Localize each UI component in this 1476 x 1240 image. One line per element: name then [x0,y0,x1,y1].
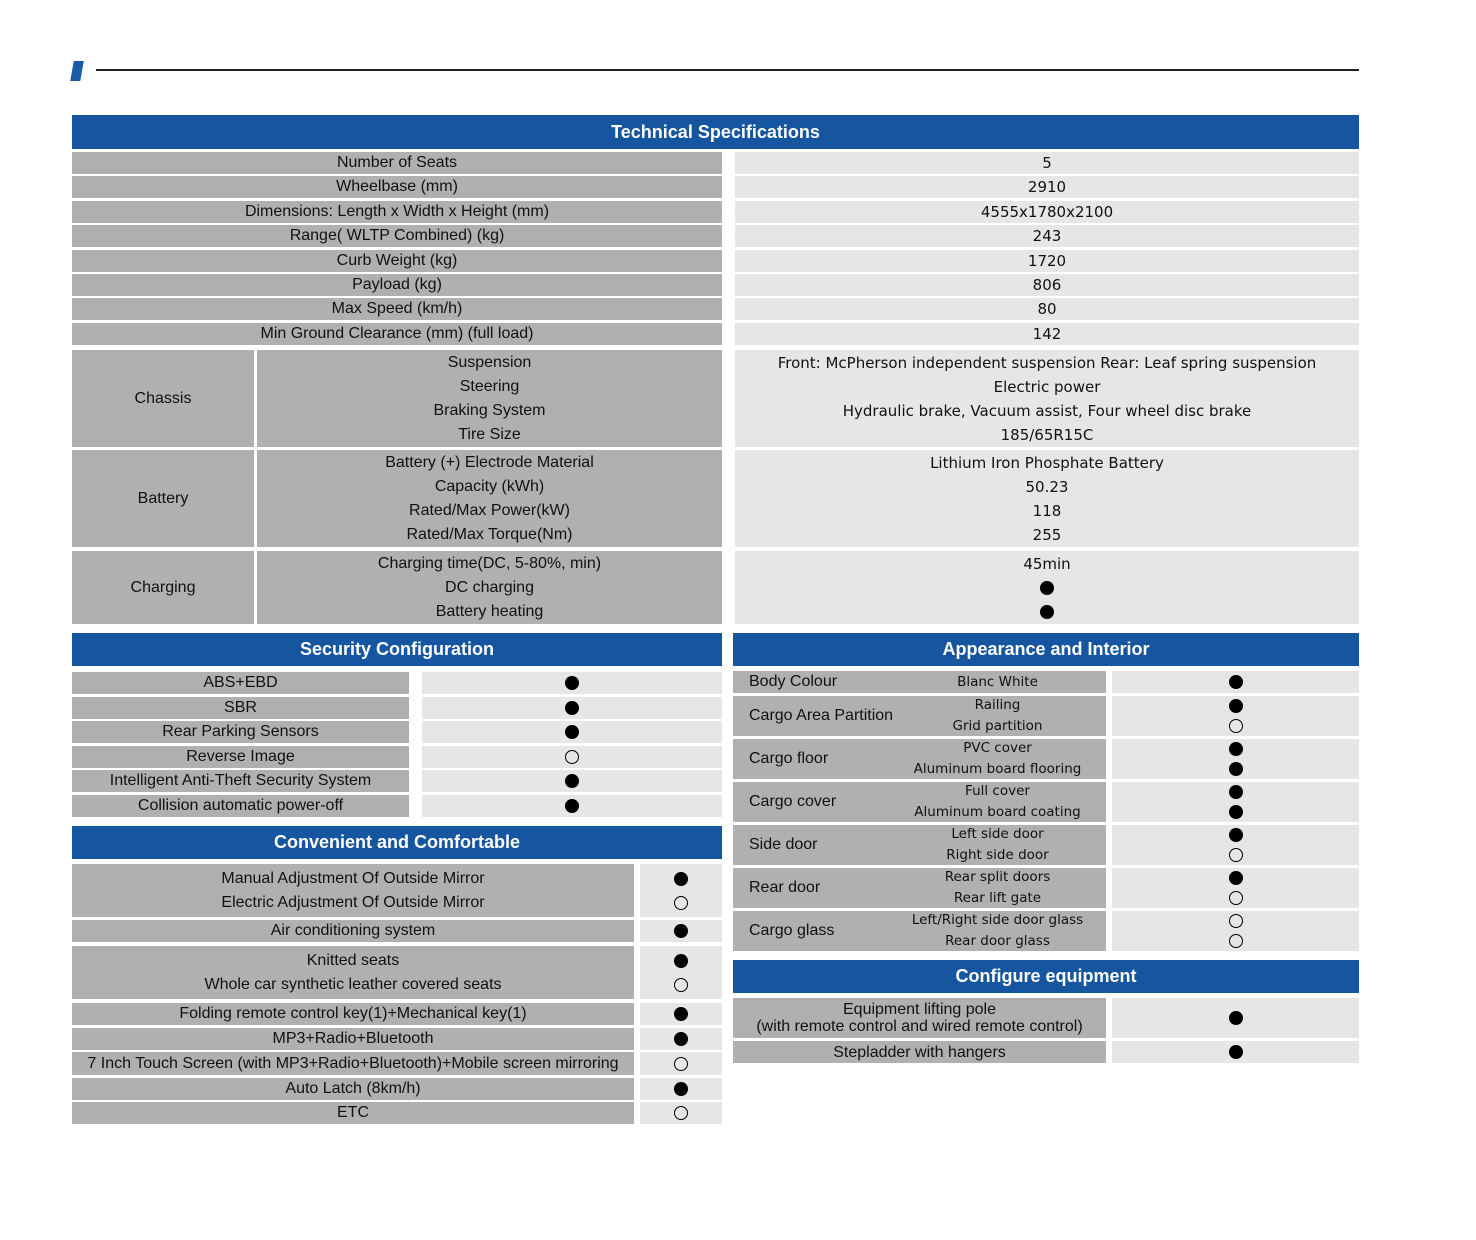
filled-circle-icon [1229,762,1243,776]
spec-value: 142 [1032,324,1062,343]
appearance-item-label: Cargo floor [749,750,829,767]
spec-label-cell [72,152,722,174]
convenient-label: Whole car synthetic leather covered seats [204,975,502,993]
security-value-cell [422,697,722,719]
convenient-label: Air conditioning system [270,922,436,939]
spec-group-name-cell [72,350,254,447]
spec-group-labels [257,450,722,547]
security-value-cell [422,795,722,817]
spec-value-cell [735,298,1359,320]
availability-mark [1229,1041,1243,1063]
appearance-option: Aluminum board flooring [913,761,1082,777]
spec-label: Payload (kg) [352,276,442,293]
security-value-cell [422,770,722,792]
spec-value: 4555x1780x2100 [980,202,1114,221]
spec-value-cell [735,201,1359,223]
appearance-item-label: Body Colour [749,673,838,690]
availability-mark [674,973,688,997]
availability-mark [674,867,688,891]
convenient-label: Manual Adjustment Of Outside Mirror [221,869,485,887]
appearance-label-cell [733,782,1106,822]
spec-label: Capacity (kWh) [434,477,545,495]
appearance-options [905,671,1090,693]
spec-label: Number of Seats [336,154,458,171]
appearance-label-cell [733,696,1106,736]
spec-group-values [735,450,1359,547]
security-label-cell [72,721,409,743]
availability-mark [565,672,579,694]
spec-label: Braking System [433,401,546,419]
availability-mark [1229,868,1243,888]
availability-mark [1229,1006,1243,1030]
security-label: Rear Parking Sensors [162,723,319,740]
availability-mark [674,920,688,942]
appearance-option: Left side door [951,826,1044,842]
security-label-cell [72,697,409,719]
spec-value: Front: McPherson independent suspension Rear: Leaf spring suspension [777,353,1317,372]
convenient-value-cell [640,1028,722,1050]
availability-mark [1229,716,1243,736]
security-label-cell [72,746,409,768]
spec-value: 243 [1032,227,1062,246]
appearance-option: Rear door glass [945,933,1050,949]
spec-label: Rated/Max Power(kW) [409,501,570,519]
appearance-item-name [733,739,903,779]
availability-mark [674,1052,688,1075]
spec-group-name-cell [72,450,254,547]
spec-label: DC charging [445,578,534,596]
hollow-circle-icon [674,1057,688,1071]
spec-group-name: Charging [130,578,196,596]
security-label: Reverse Image [186,747,295,765]
appearance-options [905,825,1090,865]
filled-circle-icon [565,799,579,813]
spec-label-cell [72,176,722,198]
convenient-label-cell [72,1028,634,1050]
filled-circle-icon [1229,742,1243,756]
appearance-option: Grid partition [952,718,1043,734]
spec-value: Lithium Iron Phosphate Battery [930,453,1164,472]
spec-label-cell [72,250,722,272]
availability-mark [1229,845,1243,865]
appearance-value-cell [1112,671,1359,693]
hollow-circle-icon [1229,914,1243,928]
appearance-option: Left/Right side door glass [911,912,1084,928]
appearance-option: Railing [974,697,1021,713]
convenient-value-cell [640,946,722,999]
appearance-options [905,868,1090,908]
hollow-circle-icon [674,978,688,992]
convenient-label: ETC [337,1104,369,1121]
convenient-value-cell [640,1052,722,1075]
availability-mark [1229,888,1243,908]
filled-circle-icon [1229,699,1243,713]
convenient-label-cell [72,864,634,917]
appearance-label-cell [733,868,1106,908]
availability-mark [565,795,579,817]
accent-mark [70,61,84,81]
filled-circle-icon [1229,805,1243,819]
availability-mark [1229,802,1243,822]
filled-circle-icon [674,1007,688,1021]
filled-circle-icon [1229,675,1243,689]
spec-label: Curb Weight (kg) [336,251,458,269]
spec-label: Tire Size [458,425,521,443]
availability-mark [1229,759,1243,779]
security-label-cell [72,795,409,817]
appearance-label-cell [733,911,1106,951]
spec-group-labels [257,551,722,624]
spec-value: 185/65R15C [1000,425,1094,444]
filled-circle-icon [674,924,688,938]
appearance-label-cell [733,739,1106,779]
appearance-options [905,696,1090,736]
appearance-value-cell [1112,825,1359,865]
appearance-item-name [733,671,903,693]
appearance-item-label: Rear door [749,879,821,896]
spec-label: Min Ground Clearance (mm) (full load) [260,324,534,342]
convenient-label: Knitted seats [306,951,400,969]
convenient-label: 7 Inch Touch Screen (with MP3+Radio+Bluetooth)+Mobile screen mirroring [87,1054,619,1072]
appearance-item-label: Cargo Area Partition [749,707,894,724]
spec-value: Hydraulic brake, Vacuum assist, Four wheel disc brake [842,401,1252,420]
convenient-label: Electric Adjustment Of Outside Mirror [221,893,485,911]
convenient-value-cell [640,864,722,917]
appearance-option: Rear lift gate [953,890,1042,906]
spec-label: Battery heating [435,602,544,620]
appearance-item-name [733,782,903,822]
availability-mark [1229,931,1243,951]
spec-group-name: Chassis [134,389,192,407]
filled-circle-icon [674,1082,688,1096]
spec-value-cell [735,274,1359,296]
appearance-label-cell [733,671,1106,693]
filled-circle-icon [1040,581,1054,595]
spec-value-cell [735,323,1359,345]
convenient-value-cell [640,1078,722,1100]
filled-circle-icon [1229,785,1243,799]
availability-mark [1229,672,1243,693]
spec-label: Dimensions: Length x Width x Height (mm) [244,202,550,220]
availability-mark [1040,576,1054,600]
hollow-circle-icon [674,1106,688,1120]
hollow-circle-icon [1229,891,1243,905]
availability-mark [674,1078,688,1100]
availability-mark [674,891,688,915]
filled-circle-icon [1229,1045,1243,1059]
appearance-option: PVC cover [963,740,1032,756]
spec-value: 5 [1042,154,1052,172]
appearance-item-name [733,911,903,951]
spec-label: Battery (+) Electrode Material [385,453,594,471]
appearance-interior-header: Appearance and Interior [733,633,1359,666]
hollow-circle-icon [1229,934,1243,948]
spec-value: 806 [1032,276,1062,294]
spec-label: Max Speed (km/h) [331,300,463,318]
filled-circle-icon [565,676,579,690]
spec-value: 2910 [1027,178,1067,197]
availability-mark [565,697,579,719]
spec-value: 45min [1023,554,1071,573]
filled-circle-icon [674,954,688,968]
filled-circle-icon [1229,871,1243,885]
spec-value: 1720 [1027,251,1067,270]
spec-label-cell [72,201,722,223]
filled-circle-icon [674,1032,688,1046]
security-label: SBR [224,698,257,716]
security-label-cell [72,672,409,694]
availability-mark [1229,782,1243,802]
filled-circle-icon [565,725,579,739]
appearance-options [905,911,1090,951]
availability-mark [674,1003,688,1025]
spec-value-cell [735,250,1359,272]
appearance-option: Right side door [946,847,1049,863]
spec-label: Rated/Max Torque(Nm) [406,525,573,543]
convenient-label-cell [72,920,634,942]
filled-circle-icon [565,774,579,788]
appearance-option: Rear split doors [944,869,1051,885]
technical-specs-header: Technical Specifications [72,115,1359,149]
hollow-circle-icon [674,896,688,910]
convenient-label-cell [72,1078,634,1100]
configure-equipment-header: Configure equipment [733,960,1359,993]
appearance-option: Blanc White [957,673,1038,690]
availability-mark [1040,600,1054,624]
filled-circle-icon [1040,605,1054,619]
spec-group-values [735,551,1359,624]
equipment-label: (with remote control and wired remote control) [756,1018,1083,1035]
appearance-value-cell [1112,696,1359,736]
security-value-cell [422,672,722,694]
filled-circle-icon [565,701,579,715]
spec-label-cell [72,323,722,345]
availability-mark [1229,825,1243,845]
equipment-label-cell [733,998,1106,1038]
convenient-label-cell [72,1052,634,1075]
convenient-value-cell [640,1102,722,1124]
appearance-item-label: Side door [749,836,818,853]
spec-value: 80 [1037,300,1057,319]
appearance-options [905,739,1090,779]
spec-value-cell [735,152,1359,174]
hollow-circle-icon [565,750,579,764]
appearance-value-cell [1112,911,1359,951]
spec-group-labels [257,350,722,447]
spec-label-cell [72,274,722,296]
spec-label-cell [72,298,722,320]
equipment-label-cell [733,1041,1106,1063]
availability-mark [565,721,579,743]
spec-label: Suspension [447,353,532,371]
security-label: ABS+EBD [203,674,278,691]
appearance-item-label: Cargo glass [749,922,835,939]
spec-label-cell [72,225,722,247]
hollow-circle-icon [1229,719,1243,733]
appearance-value-cell [1112,739,1359,779]
spec-label: Wheelbase (mm) [336,178,458,196]
appearance-item-name [733,868,903,908]
appearance-item-label: Cargo cover [749,793,837,810]
appearance-option: Aluminum board coating [914,804,1081,820]
availability-mark [1229,739,1243,759]
spec-value: 255 [1032,525,1062,544]
convenient-label-cell [72,1003,634,1025]
header-rule [96,69,1359,71]
spec-group-name-cell [72,551,254,624]
equipment-value-cell [1112,1041,1359,1063]
appearance-value-cell [1112,868,1359,908]
spec-value-cell [735,176,1359,198]
security-label-cell [72,770,409,792]
security-value-cell [422,746,722,768]
filled-circle-icon [674,872,688,886]
appearance-label-cell [733,825,1106,865]
appearance-item-name [733,696,903,736]
filled-circle-icon [1229,1011,1243,1025]
equipment-label: Equipment lifting pole [843,1001,996,1018]
appearance-value-cell [1112,782,1359,822]
spec-label: Charging time(DC, 5-80%, min) [377,554,602,572]
appearance-option: Full cover [965,783,1030,799]
spec-label: Range( WLTP Combined) (kg) [289,227,505,245]
hollow-circle-icon [1229,848,1243,862]
spec-value: 118 [1032,501,1062,520]
appearance-options [905,782,1090,822]
security-value-cell [422,721,722,743]
appearance-item-name [733,825,903,865]
spec-value-cell [735,225,1359,247]
availability-mark [674,1102,688,1124]
spec-group-values [735,350,1359,447]
filled-circle-icon [1229,828,1243,842]
convenient-value-cell [640,1003,722,1025]
security-label: Intelligent Anti-Theft Security System [109,772,372,789]
spec-value: Electric power [993,377,1101,396]
convenient-label-cell [72,1102,634,1124]
spec-value: 50.23 [1025,477,1069,496]
convenient-label-cell [72,946,634,999]
equipment-label: Stepladder with hangers [833,1043,1006,1061]
availability-mark [1229,696,1243,716]
availability-mark [565,770,579,792]
convenient-label: Folding remote control key(1)+Mechanical key(1) [179,1005,527,1022]
convenient-label: MP3+Radio+Bluetooth [272,1030,434,1047]
availability-mark [674,949,688,973]
availability-mark [565,746,579,768]
availability-mark [1229,911,1243,931]
security-config-header: Security Configuration [72,633,722,666]
convenient-label: Auto Latch (8km/h) [285,1080,421,1097]
convenient-comfortable-header: Convenient and Comfortable [72,826,722,859]
equipment-value-cell [1112,998,1359,1038]
convenient-value-cell [640,920,722,942]
availability-mark [674,1028,688,1050]
security-label: Collision automatic power-off [137,796,344,814]
spec-label: Steering [459,377,520,395]
spec-group-name: Battery [137,489,189,507]
